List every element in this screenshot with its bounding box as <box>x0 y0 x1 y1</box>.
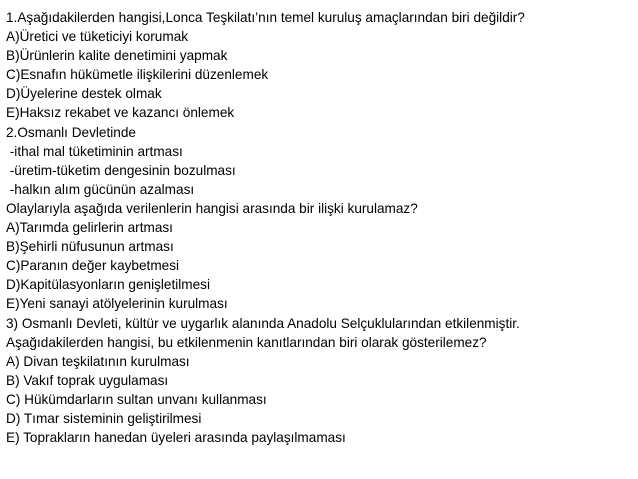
question-2-option-b: B)Şehirli nüfusunun artması <box>6 239 174 255</box>
question-3-statement: 3) Osmanlı Devleti, kültür ve uygarlık alanında Anadolu Selçuklularından etkilenmiştir. <box>6 315 520 331</box>
question-2-item-1: -ithal mal tüketiminin artması <box>6 143 183 159</box>
question-3-option-b: B) Vakıf toprak uygulaması <box>6 372 169 388</box>
question-1-option-c: C)Esnafın hükümetle ilişkilerini düzenlemek <box>6 67 269 83</box>
question-3-option-e: E) Toprakların hanedan üyeleri arasında paylaşılmaması <box>6 430 346 446</box>
question-2-text: Olaylarıyla aşağıda verilenlerin hangisi arasında bir ilişki kurulamaz? <box>6 200 418 216</box>
question-2-option-a: A)Tarımda gelirlerin artması <box>6 220 173 236</box>
question-1-text: 1.Aşağıdakilerden hangisi,Lonca Teşkilatı’nın temel kuruluş amaçlarından biri değildir? <box>6 10 525 25</box>
question-1-option-e: E)Haksız rekabet ve kazancı önlemek <box>6 105 235 121</box>
question-2-item-3: -halkın alım gücünün azalması <box>6 181 195 197</box>
question-3-option-a: A) Divan teşkilatının kurulması <box>6 353 190 369</box>
question-1-option-d: D)Üyelerine destek olmak <box>6 86 162 102</box>
question-3-text: Aşağıdakilerden hangisi, bu etkilenmenin kanıtlarından biri olarak gösterilemez? <box>6 334 487 350</box>
question-2-option-d: D)Kapitülasyonların genişletilmesi <box>6 277 210 293</box>
question-1-option-b: B)Ürünlerin kalite denetimini yapmak <box>6 48 228 64</box>
question-3-option-c: C) Hükümdarların sultan unvanı kullanması <box>6 391 267 407</box>
question-2-item-2: -üretim-tüketim dengesinin bozulması <box>6 162 236 178</box>
question-3-option-d: D) Tımar sisteminin geliştirilmesi <box>6 410 202 426</box>
question-2-option-e: E)Yeni sanayi atölyelerinin kurulması <box>6 296 228 312</box>
question-1-option-a: A)Üretici ve tüketiciyi korumak <box>6 29 189 45</box>
question-2-option-c: C)Paranın değer kaybetmesi <box>6 258 180 274</box>
question-document <box>6 8 632 447</box>
question-2-heading: 2.Osmanlı Devletinde <box>6 124 136 140</box>
